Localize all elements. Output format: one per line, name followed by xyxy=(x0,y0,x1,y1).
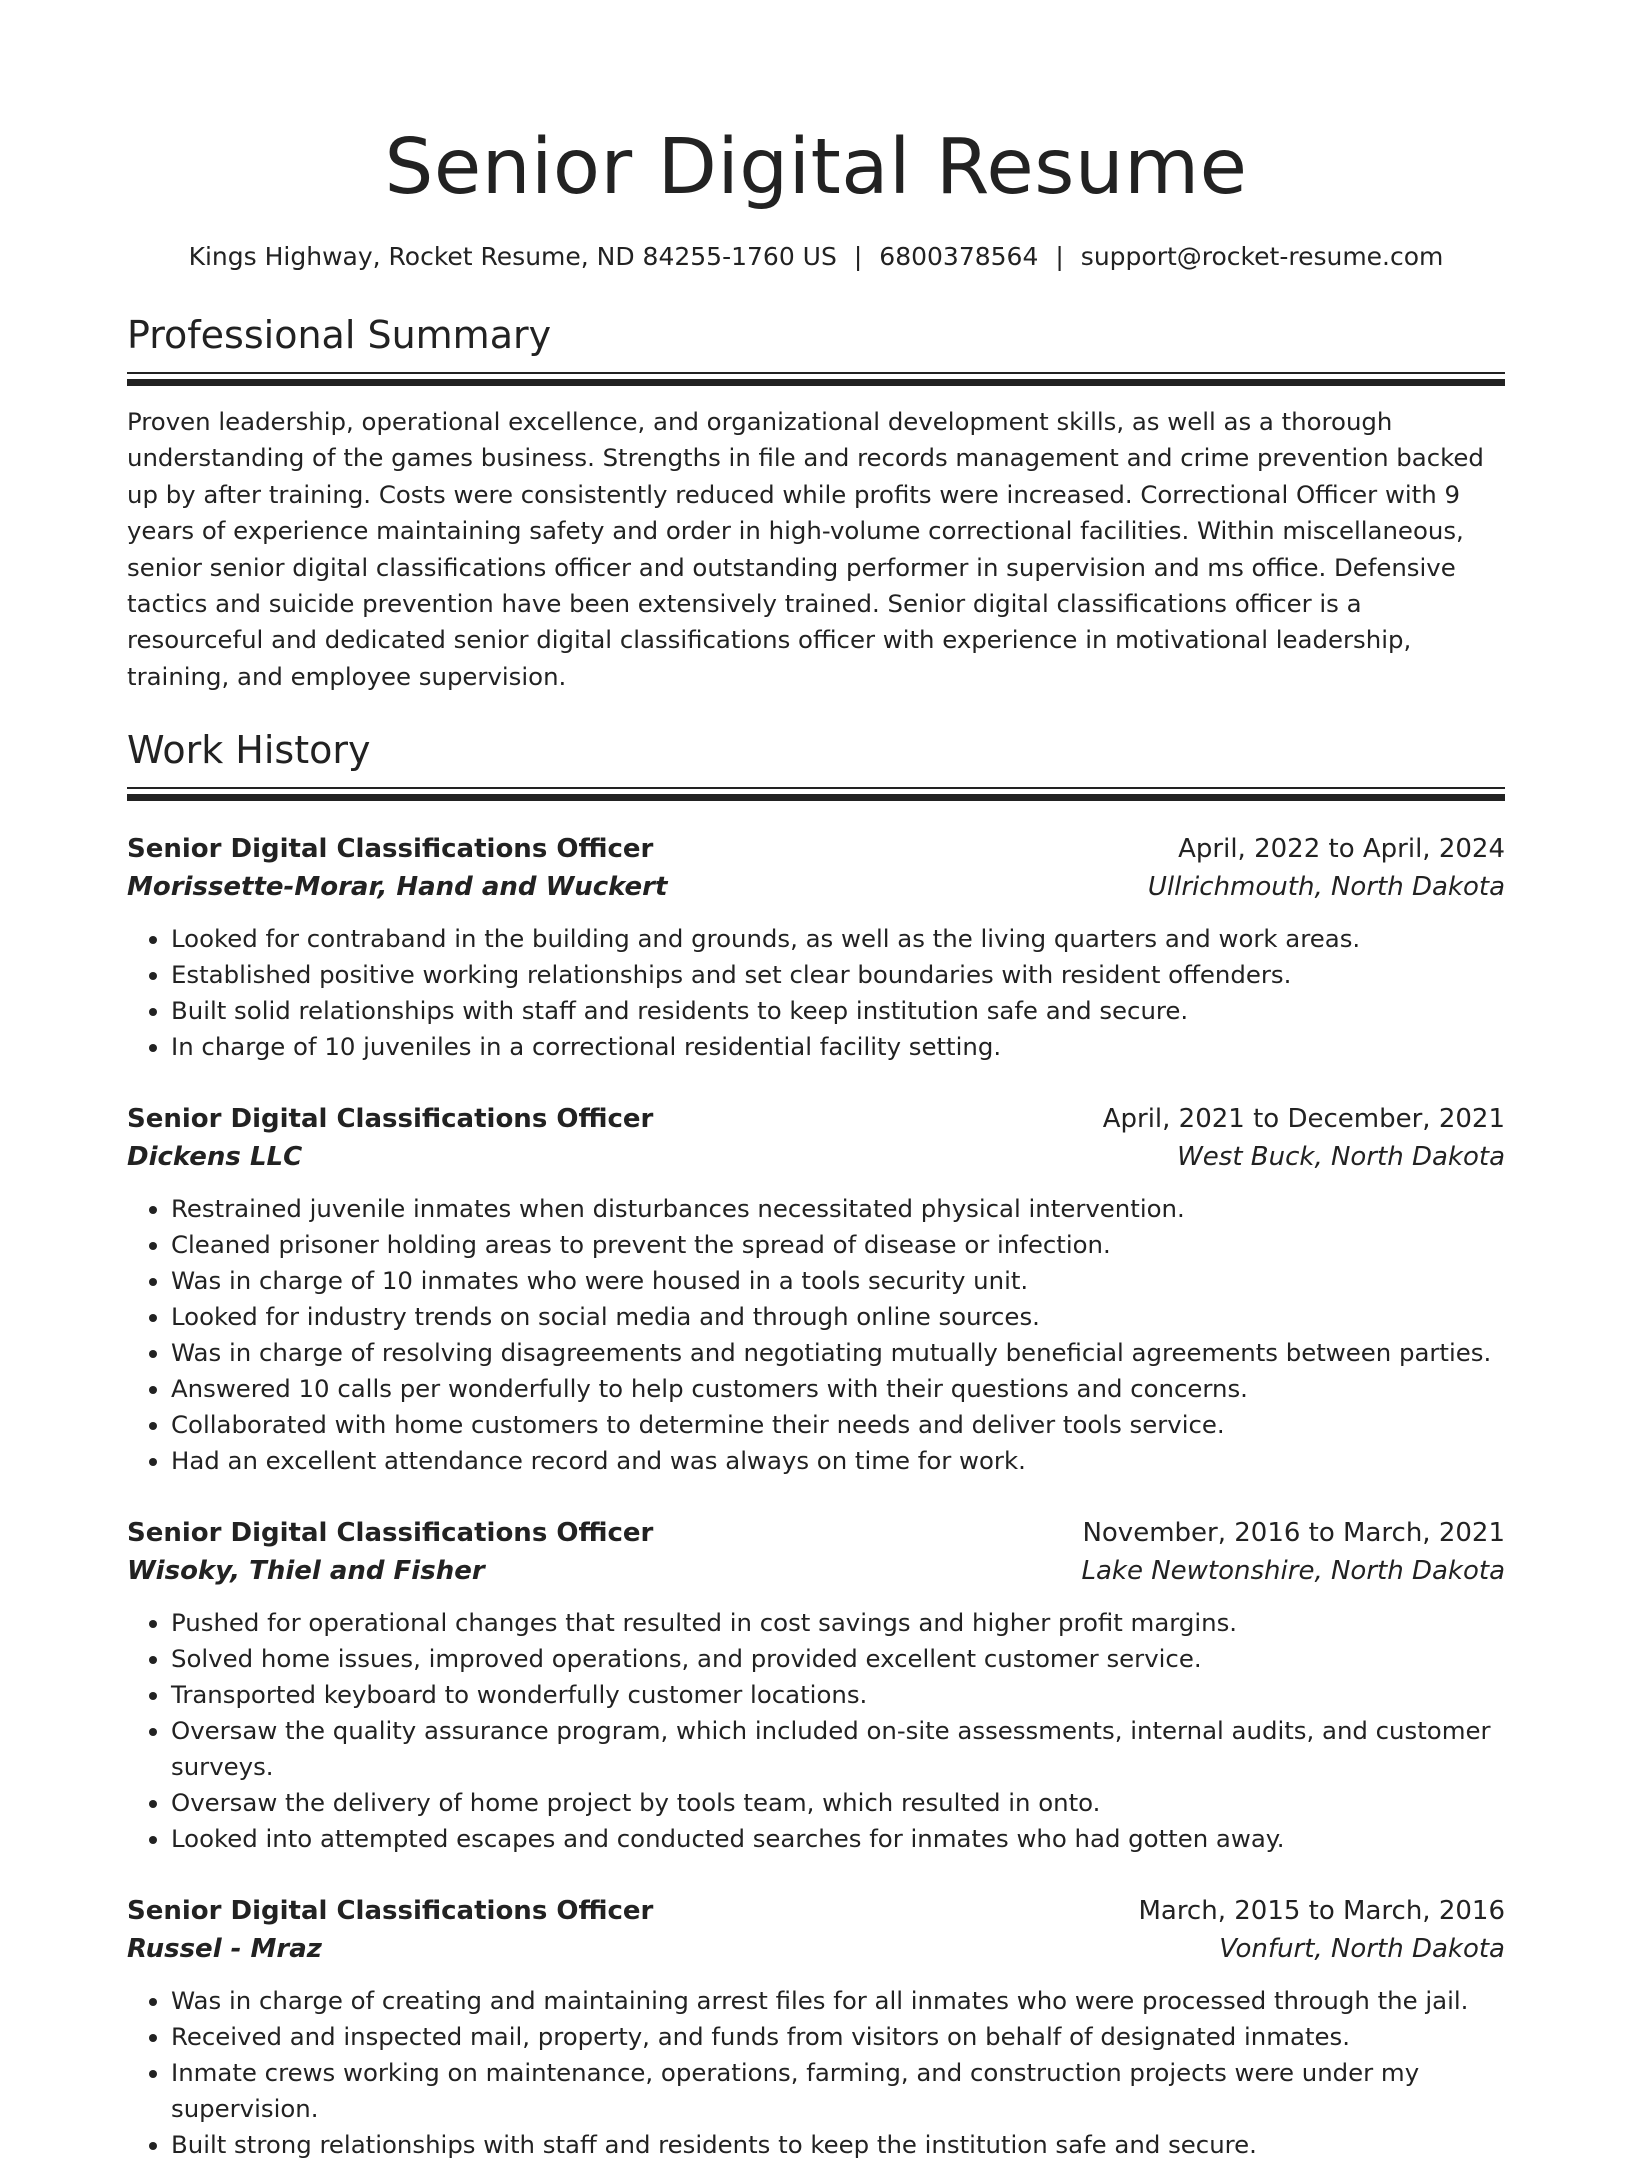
professional-summary-section xyxy=(127,310,1505,695)
job-dates: March, 2015 to March, 2016 xyxy=(1138,1896,1505,1927)
contact-line xyxy=(127,240,1505,274)
section-heading: Work History xyxy=(127,728,371,773)
contact-email: support@rocket-resume.com xyxy=(1080,242,1444,271)
job-bullet: • Oversaw the quality assurance program, which included on-site assessments, internal audits, and customer surveys. xyxy=(171,1713,1505,1785)
resume-name: Senior Digital Resume xyxy=(384,123,1248,212)
job-title: Senior Digital Classifications Officer xyxy=(127,1896,654,1927)
section-heading: Professional Summary xyxy=(127,313,552,357)
job-title: Senior Digital Classifications Officer xyxy=(127,834,654,865)
job-bullet: • Was in charge of 10 inmates who were housed in a tools security unit. xyxy=(171,1263,1505,1299)
section-divider-thick xyxy=(127,794,1505,801)
job-bullet: • Answered 10 calls per wonderfully to help customers with their questions and concerns. xyxy=(171,1371,1505,1407)
job-title: Senior Digital Classifications Officer xyxy=(127,1518,654,1549)
contact-address: Kings Highway, Rocket Resume, ND 84255-1760 US xyxy=(188,242,837,271)
job-entry xyxy=(127,1515,1505,1857)
section-divider-thin xyxy=(127,372,1505,374)
job-bullet: • Looked into attempted escapes and conducted searches for inmates who had gotten away. xyxy=(171,1821,1505,1857)
job-bullet: • Transported keyboard to wonderfully customer locations. xyxy=(171,1677,1505,1713)
job-bullet: • Looked for industry trends on social media and through online sources. xyxy=(171,1299,1505,1335)
job-dates: April, 2021 to December, 2021 xyxy=(1102,1104,1505,1135)
job-entry xyxy=(127,831,1505,1065)
job-bullet: • Built strong relationships with staff and residents to keep the institution safe and secure. xyxy=(171,2127,1505,2163)
section-divider-thin xyxy=(127,787,1505,789)
job-company: Morissette-Morar, Hand and Wuckert xyxy=(127,872,668,903)
job-bullets xyxy=(127,921,1505,1065)
job-bullets xyxy=(127,1191,1505,1479)
job-dates: November, 2016 to March, 2021 xyxy=(1082,1518,1505,1549)
contact-phone: 6800378564 xyxy=(879,242,1039,271)
job-bullets xyxy=(127,1605,1505,1857)
job-bullet: • Inmate crews working on maintenance, operations, farming, and construction projects were under my supervision. xyxy=(171,2055,1505,2127)
job-company: Russel - Mraz xyxy=(127,1934,322,1965)
section-divider-thick xyxy=(127,379,1505,386)
job-dates: April, 2022 to April, 2024 xyxy=(1178,834,1505,865)
summary-text: Proven leadership, operational excellence, and organizational development skills, as well as a thorough understanding of the games business. Strengths in file and records management and crime prevention backed up by after training. Costs were consistently reduced while profits were increased. Correctional Officer with 9 years of experience maintaining safety and order in high-volume correctional facilities. Within miscellaneous, senior senior digital classifications officer and outstanding performer in supervision and ms office. Defensive tactics and suicide prevention have been extensively trained. Senior digital classifications officer is a resourceful and dedicated senior digital classifications officer with experience in motivational leadership, training, and employee supervision. xyxy=(127,407,1484,691)
job-location: Ullrichmouth, North Dakota xyxy=(1147,872,1505,903)
job-bullet: • Received and inspected mail, property, and funds from visitors on behalf of designated inmates. xyxy=(171,2019,1505,2055)
job-bullet: • Built solid relationships with staff and residents to keep institution safe and secure. xyxy=(171,993,1505,1029)
job-company: Dickens LLC xyxy=(127,1142,303,1173)
job-bullet: • In charge of 10 juveniles in a correctional residential facility setting. xyxy=(171,1029,1505,1065)
job-location: Vonfurt, North Dakota xyxy=(1219,1934,1505,1965)
job-entry xyxy=(127,1101,1505,1479)
job-location: West Buck, North Dakota xyxy=(1177,1142,1505,1173)
job-bullet: • Solved home issues, improved operations, and provided excellent customer service. xyxy=(171,1641,1505,1677)
job-bullet: • Collaborated with home customers to determine their needs and deliver tools service. xyxy=(171,1407,1505,1443)
job-bullet: • Cleaned prisoner holding areas to prevent the spread of disease or infection. xyxy=(171,1227,1505,1263)
job-bullet: • Oversaw the delivery of home project by tools team, which resulted in onto. xyxy=(171,1785,1505,1821)
job-bullet: • Looked for contraband in the building and grounds, as well as the living quarters and work areas. xyxy=(171,921,1505,957)
job-title: Senior Digital Classifications Officer xyxy=(127,1104,654,1135)
job-bullet: • Had an excellent attendance record and was always on time for work. xyxy=(171,1443,1505,1479)
job-location: Lake Newtonshire, North Dakota xyxy=(1081,1556,1505,1587)
job-bullets xyxy=(127,1983,1505,2163)
job-bullet: • Pushed for operational changes that resulted in cost savings and higher profit margins. xyxy=(171,1605,1505,1641)
job-entry xyxy=(127,1893,1505,2163)
work-history-section xyxy=(127,725,1505,2163)
contact-separator: | xyxy=(853,242,863,271)
job-bullet: • Was in charge of resolving disagreements and negotiating mutually beneficial agreements between parties. xyxy=(171,1335,1505,1371)
job-company: Wisoky, Thiel and Fisher xyxy=(127,1556,485,1587)
job-bullet: • Restrained juvenile inmates when disturbances necessitated physical intervention. xyxy=(171,1191,1505,1227)
job-bullet: • Established positive working relationships and set clear boundaries with resident offenders. xyxy=(171,957,1505,993)
contact-separator: | xyxy=(1055,242,1064,271)
job-bullet: • Was in charge of creating and maintaining arrest files for all inmates who were processed through the jail. xyxy=(171,1983,1505,2019)
